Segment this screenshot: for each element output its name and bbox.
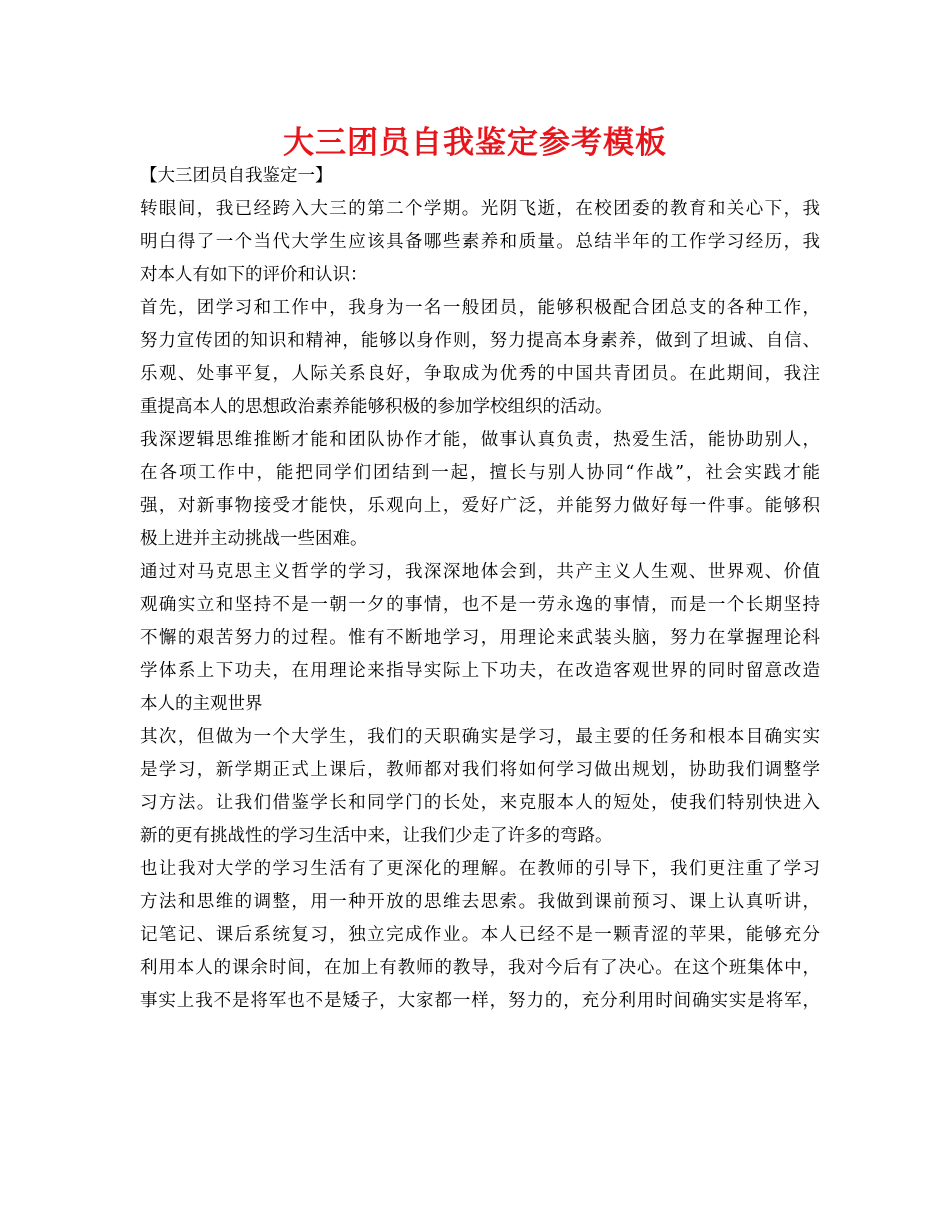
body-text-line: 强，对新事物接受才能快，乐观向上，爱好广泛，并能努力做好每一件事。能够积 bbox=[140, 496, 820, 516]
body-text-line: 乐观、处事平复，人际关系良好，争取成为优秀的中国共青团员。在此期间，我注 bbox=[140, 364, 820, 384]
body-text-line: 努力宣传团的知识和精神，能够以身作则，努力提高本身素养，做到了坦诚、自信、 bbox=[140, 331, 820, 351]
body-text-line: 学体系上下功夫，在用理论来指导实际上下功夫，在改造客观世界的同时留意改造 bbox=[140, 661, 820, 681]
body-text-line: 我深逻辑思维推断才能和团队协作才能，做事认真负责，热爱生活，能协助别人， bbox=[140, 430, 820, 450]
body-text-line: 记笔记、课后系统复习，独立完成作业。本人已经不是一颗青涩的苹果，能够充分 bbox=[140, 925, 820, 945]
body-text-line: 新的更有挑战性的学习生活中来，让我们少走了许多的弯路。 bbox=[140, 826, 613, 846]
section-heading: 【大三团员自我鉴定一】 bbox=[140, 166, 333, 186]
body-text-line: 首先，团学习和工作中，我身为一名一般团员，能够积极配合团总支的各种工作， bbox=[140, 298, 820, 318]
body-text-line: 利用本人的课余时间，在加上有教师的教导，我对今后有了决心。在这个班集体中， bbox=[140, 958, 820, 978]
body-text-line: 方法和思维的调整，用一种开放的思维去思索。我做到课前预习、课上认真听讲， bbox=[140, 892, 820, 912]
document-title: 大三团员自我鉴定参考模板 bbox=[283, 125, 667, 161]
body-text-line: 习方法。让我们借鉴学长和同学门的长处，来克服本人的短处，使我们特别快进入 bbox=[140, 793, 820, 813]
body-text-line: 不懈的艰苦努力的过程。惟有不断地学习，用理论来武装头脑，努力在掌握理论科 bbox=[140, 628, 820, 648]
body-text-line: 明白得了一个当代大学生应该具备哪些素养和质量。总结半年的工作学习经历，我 bbox=[140, 232, 820, 252]
body-text-line: 是学习，新学期正式上课后，教师都对我们将如何学习做出规划，协助我们调整学 bbox=[140, 760, 820, 780]
body-text-line: 通过对马克思主义哲学的学习，我深深地体会到，共产主义人生观、世界观、价值 bbox=[140, 562, 820, 582]
body-text-line: 事实上我不是将军也不是矮子，大家都一样，努力的，充分利用时间确实实是将军， bbox=[140, 991, 820, 1011]
body-text-line: 本人的主观世界 bbox=[140, 694, 263, 714]
body-text-line: 在各项工作中，能把同学们团结到一起，擅长与别人协同“作战”，社会实践才能 bbox=[140, 463, 820, 483]
body-text-line: 转眼间，我已经跨入大三的第二个学期。光阴飞逝，在校团委的教育和关心下，我 bbox=[140, 199, 820, 219]
body-text-line: 观确实立和坚持不是一朝一夕的事情，也不是一劳永逸的事情，而是一个长期坚持 bbox=[140, 595, 820, 615]
body-text-line: 重提高本人的思想政治素养能够积极的参加学校组织的活动。 bbox=[140, 397, 613, 417]
body-text-line: 极上进并主动挑战一些困难。 bbox=[140, 529, 368, 549]
body-text-line: 其次，但做为一个大学生，我们的天职确实是学习，最主要的任务和根本目确实实 bbox=[140, 727, 820, 747]
body-text-line: 也让我对大学的学习生活有了更深化的理解。在教师的引导下，我们更注重了学习 bbox=[140, 859, 820, 879]
body-text-line: 对本人有如下的评价和认识： bbox=[140, 265, 368, 285]
document-body bbox=[140, 160, 820, 1018]
